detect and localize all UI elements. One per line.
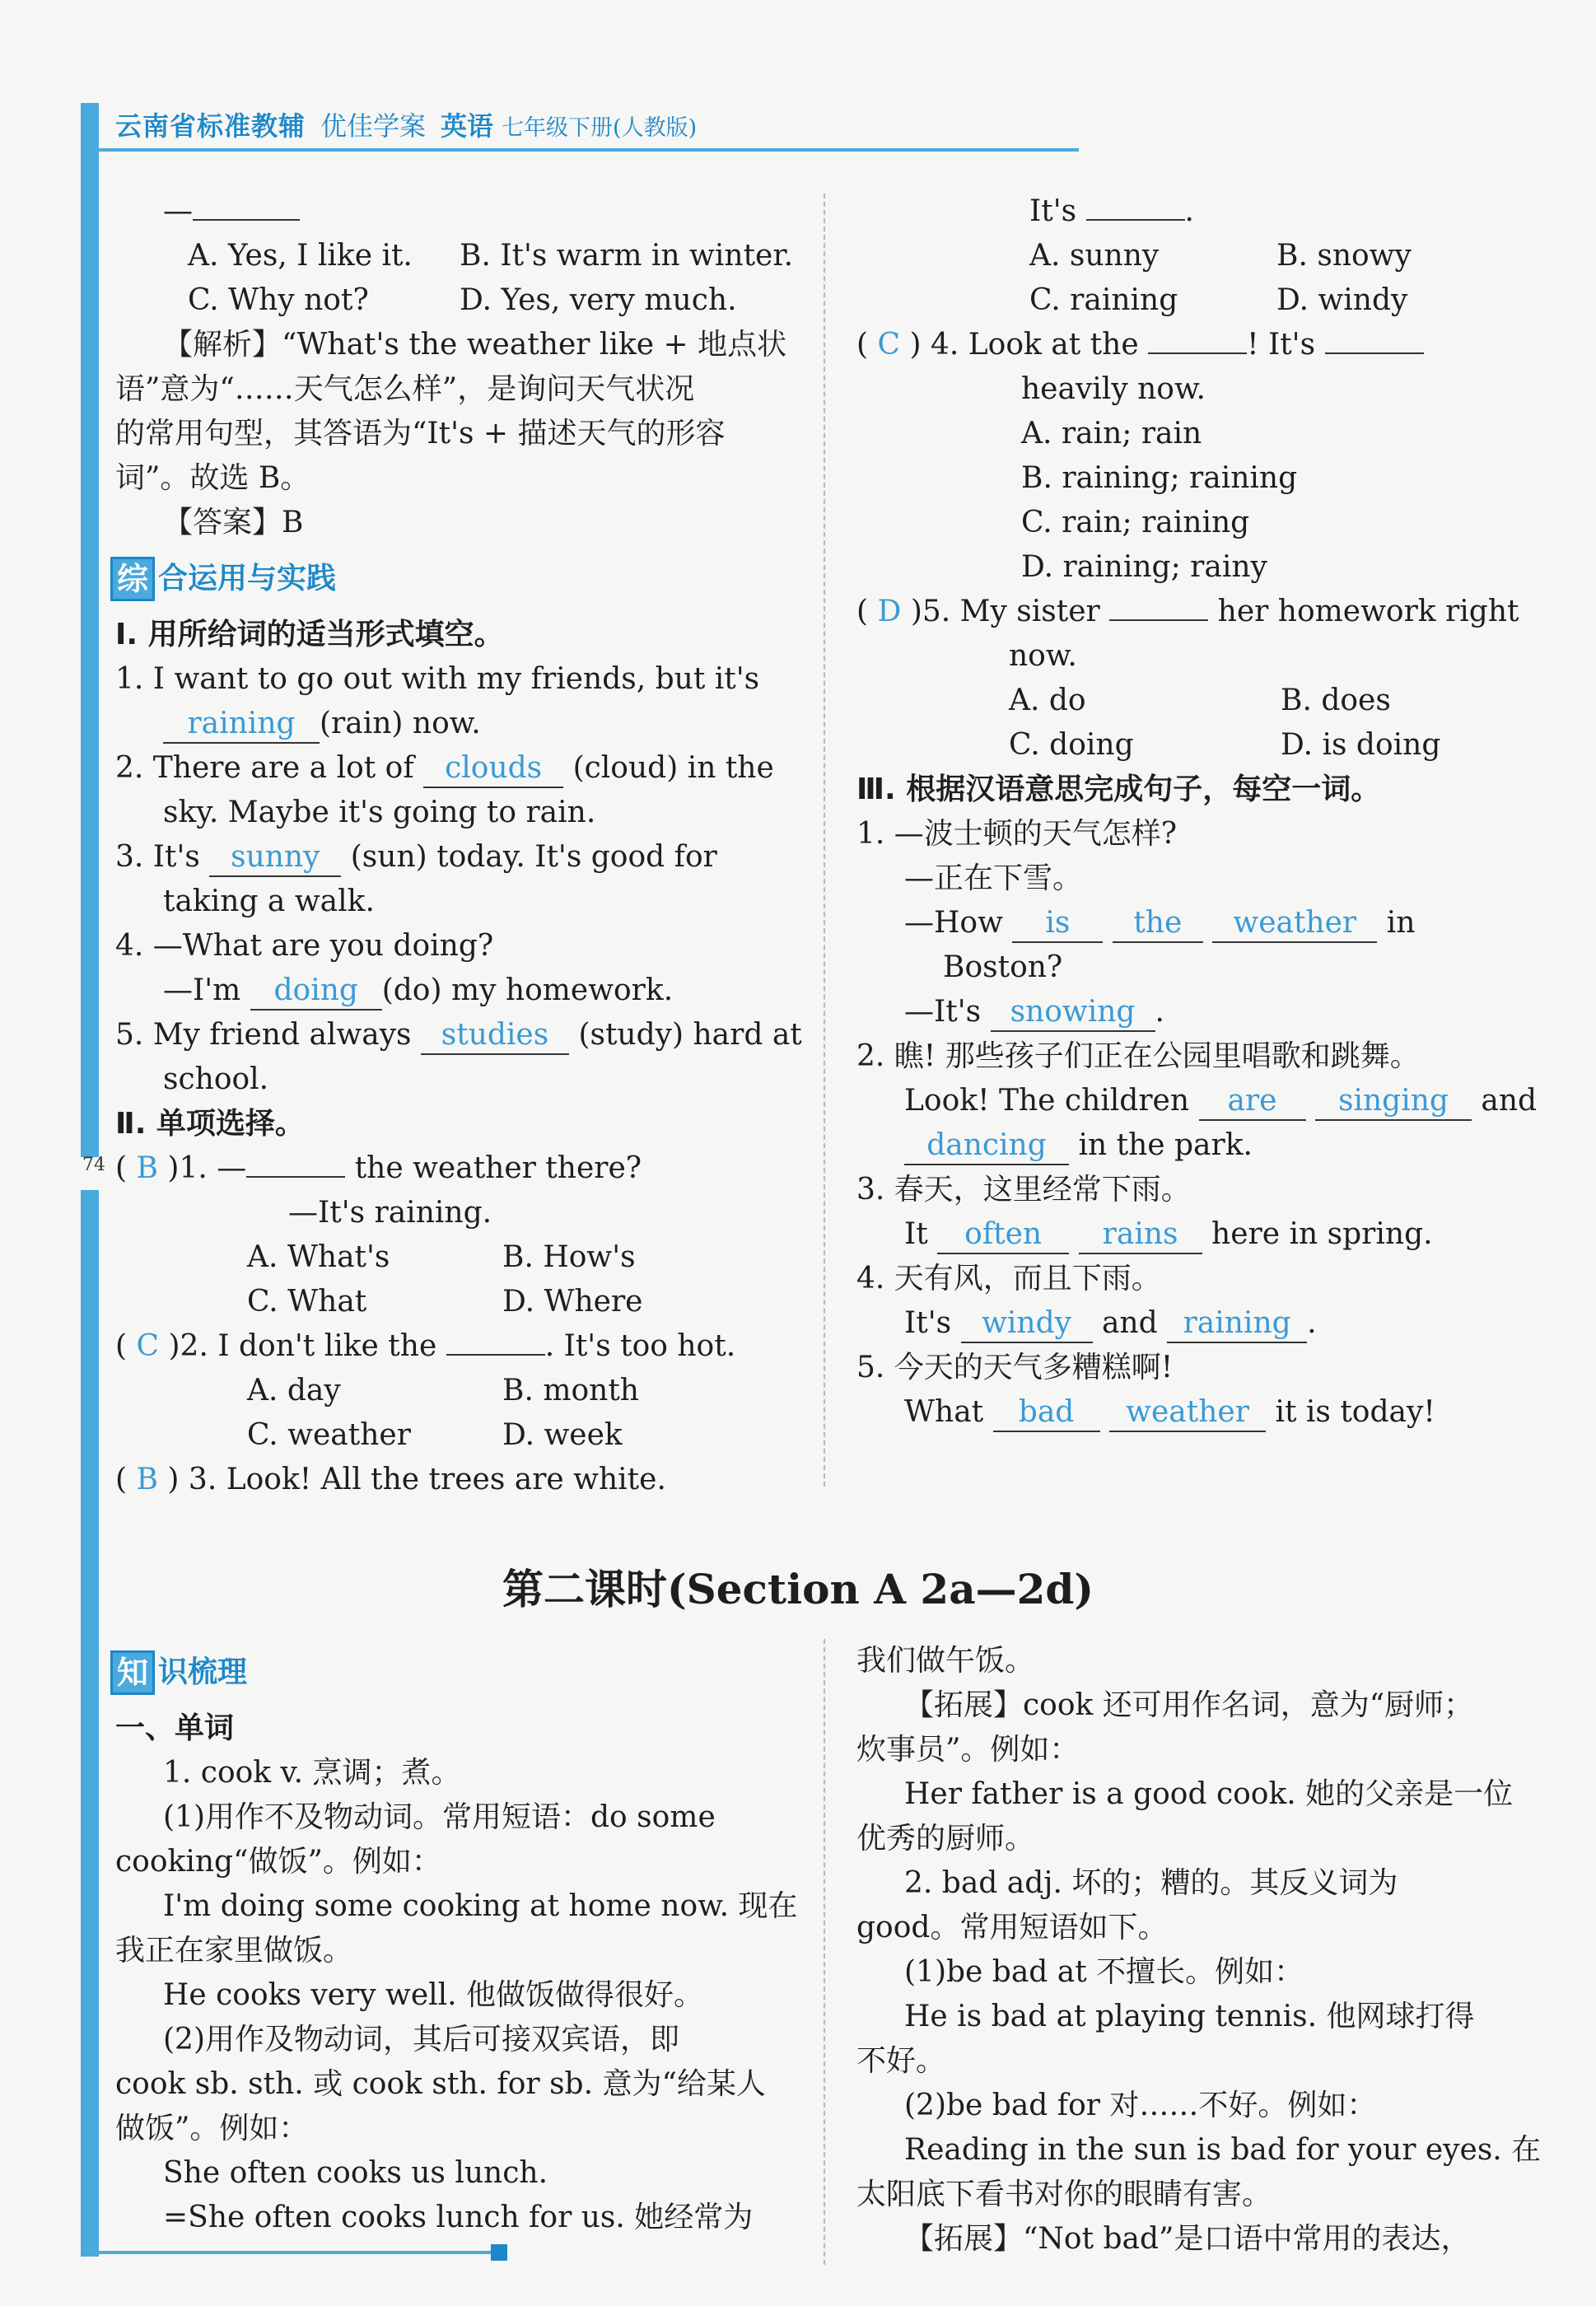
mc-answer: B	[136, 1151, 158, 1185]
note-line: 太阳底下看书对你的眼睛有害。	[856, 2178, 1272, 2211]
translate-3-en: It often rains here in spring.	[856, 1212, 1532, 1257]
analysis-line: 词”。故选 B。	[115, 461, 310, 495]
answer-blank: sunny	[209, 839, 341, 877]
note-line: 做饭”。例如：	[115, 2112, 309, 2145]
answer-line: 【答案】B	[163, 506, 304, 539]
answer-blank: weather	[1212, 905, 1377, 943]
fill-question-5-cont: school.	[163, 1062, 269, 1096]
analysis-line: 的常用句型，其答语为“It's + 描述天气的形容	[115, 417, 726, 450]
part3-title: Ⅲ. 根据汉语意思完成句子，每空一词。	[856, 773, 1381, 806]
header-rule	[99, 148, 1079, 152]
mc-question-2: ( C )2. I don't like the . It's too hot.	[115, 1329, 736, 1363]
answer-blank: are	[1199, 1083, 1306, 1121]
mc-options-ab: A. day B. month	[247, 1374, 639, 1407]
translate-5-cn: 5. 今天的天气多糟糕啊!	[856, 1351, 1174, 1384]
note-line: I'm doing some cooking at home now. 现在	[163, 1889, 798, 1923]
footer-rule	[81, 2251, 501, 2254]
answer-blank: often	[937, 1216, 1069, 1254]
mc-question-1-cont: —It's raining.	[288, 1196, 492, 1230]
translate-4-en: It's windy and raining .	[856, 1301, 1532, 1346]
translate-1-cn2: —正在下雪。	[904, 861, 1083, 895]
translate-3-cn: 3. 春天，这里经常下雨。	[856, 1173, 1191, 1207]
mc-option-d: D. raining; rainy	[1021, 550, 1267, 584]
mc-answer: D	[877, 595, 902, 628]
right-column-top	[856, 189, 1538, 1435]
note-line: Reading in the sun is bad for your eyes. 在	[904, 2133, 1542, 2167]
mc-question-1: ( B )1. — the weather there?	[115, 1151, 642, 1185]
right-column-bottom	[856, 1639, 1542, 2262]
footer-square-marker	[491, 2244, 507, 2261]
fill-question-3: 3. It's sunny (sun) today. It's good for	[115, 835, 791, 880]
mc-question-5-cont: now.	[1009, 639, 1077, 673]
note-line: good。常用短语如下。	[856, 1911, 1168, 1944]
answer-blank: studies	[421, 1017, 569, 1055]
analysis-line: 语”意为“……天气怎么样”，是询问天气状况	[115, 372, 695, 406]
column-divider-bottom	[824, 1639, 825, 2265]
answer-blank: the	[1113, 905, 1203, 943]
header-brand: 云南省标准教辅	[115, 110, 306, 142]
section-heading-badge: 知	[110, 1650, 155, 1695]
analysis-line: 【解析】“What's the weather like + 地点状	[163, 328, 787, 362]
note-line: 【拓展】“Not bad”是口语中常用的表达，	[904, 2222, 1471, 2256]
mc-options-ab: A. What's B. How's	[247, 1240, 636, 1274]
left-column-bottom	[115, 1639, 798, 2240]
prev-options-ab: A. Yes, I like it. B. It's warm in winter.	[188, 239, 794, 273]
answer-blank: weather	[1109, 1394, 1266, 1432]
mc-options-cd: C. raining D. windy	[1029, 283, 1408, 317]
lesson-title: 第二课时(Section A 2a—2d)	[502, 1565, 1094, 1613]
subsection-vocabulary: 一、单词	[115, 1711, 235, 1745]
column-divider-top	[824, 194, 825, 1487]
note-line: He is bad at playing tennis. 他网球打得	[904, 2000, 1475, 2033]
answer-blank: rains	[1079, 1216, 1202, 1254]
part2-title: Ⅱ. 单项选择。	[115, 1107, 305, 1141]
note-line: =She often cooks lunch for us. 她经常为	[163, 2201, 754, 2234]
prev-options-cd: C. Why not? D. Yes, very much.	[188, 283, 737, 317]
note-line: He cooks very well. 他做饭做得很好。	[163, 1978, 704, 2012]
note-line: (1)be bad at 不擅长。例如：	[904, 1955, 1304, 1989]
translate-2-en-cont: dancing in the park.	[856, 1123, 1532, 1168]
note-line: 炊事员”。例如：	[856, 1733, 1080, 1767]
mc-options-ab: A. do B. does	[1009, 684, 1391, 717]
translate-5-en: What bad weather it is today!	[856, 1390, 1532, 1435]
note-line: 1. cook v. 烹调；煮。	[163, 1756, 461, 1790]
mc-option-a: A. rain; rain	[1021, 417, 1202, 450]
mc-answer: C	[877, 328, 901, 362]
mc-options-cd: C. What D. Where	[247, 1285, 643, 1319]
mc-question-5: ( D )5. My sister her homework right	[856, 595, 1519, 628]
mc-answer: C	[136, 1329, 160, 1363]
fill-question-2-cont: sky. Maybe it's going to rain.	[163, 796, 596, 829]
fill-question-2: 2. There are a lot of clouds (cloud) in the	[115, 746, 791, 791]
translate-1-en: —How is the weather in	[856, 901, 1532, 945]
section-heading-knowledge	[110, 1644, 791, 1701]
note-line: 【拓展】cook 还可用作名词，意为“厨师；	[904, 1688, 1474, 1722]
mc-option-c: C. rain; raining	[1021, 506, 1250, 539]
mc-question-4-cont: heavily now.	[1021, 372, 1206, 406]
section-heading-text: 合运用与实践	[158, 562, 337, 595]
answer-blank: raining	[163, 706, 320, 744]
header-series: 优佳学案	[320, 110, 427, 142]
left-column-top	[115, 189, 802, 1502]
translate-1-cn: 1. —波士顿的天气怎样?	[856, 817, 1178, 851]
section-heading-practice	[110, 550, 791, 608]
header-grade: 七年级下册(人教版)	[502, 115, 698, 141]
fill-question-1-cont: raining (rain) now.	[115, 702, 791, 746]
note-line: She often cooks us lunch.	[163, 2156, 548, 2190]
mc-option-b: B. raining; raining	[1021, 461, 1298, 495]
mc-question-3: ( B ) 3. Look! All the trees are white.	[115, 1463, 666, 1496]
note-line: cook sb. sth. 或 cook sth. for sb. 意为“给某人	[115, 2067, 766, 2101]
answer-blank: raining	[1167, 1305, 1307, 1343]
section-heading-text: 识梳理	[158, 1655, 248, 1689]
note-line: (2)用作及物动词，其后可接双宾语，即	[163, 2023, 679, 2056]
running-header	[115, 105, 697, 143]
mc-options-ab: A. sunny B. snowy	[1029, 239, 1412, 273]
prev-question-blank-line: —	[115, 189, 791, 234]
note-line: 2. bad adj. 坏的；糟的。其反义词为	[904, 1866, 1398, 1900]
header-subject: 英语	[441, 110, 494, 142]
answer-blank: dancing	[904, 1127, 1069, 1165]
note-line: 不好。	[856, 2044, 946, 2078]
part1-title: Ⅰ. 用所给词的适当形式填空。	[115, 618, 504, 651]
answer-blank: bad	[993, 1394, 1100, 1432]
answer-blank: is	[1012, 905, 1103, 943]
fill-question-4: 4. —What are you doing?	[115, 929, 494, 963]
answer-blank: doing	[250, 973, 382, 1011]
mc-question-3-cont: It's .	[1029, 194, 1194, 228]
answer-blank: singing	[1315, 1083, 1472, 1121]
mc-answer: B	[136, 1463, 158, 1496]
note-line: cooking“做饭”。例如：	[115, 1845, 441, 1879]
answer-blank: snowing	[991, 994, 1155, 1032]
fill-question-3-cont: taking a walk.	[163, 885, 375, 918]
fill-question-4-cont: —I'm doing (do) my homework.	[115, 969, 791, 1013]
answer-blank: clouds	[423, 750, 563, 788]
translate-2-en: Look! The children are singing and	[856, 1079, 1532, 1123]
translate-1-en-cont: Boston?	[943, 950, 1063, 984]
fill-question-1: 1. I want to go out with my friends, but it's	[115, 662, 760, 696]
translate-1-en-answer: —It's snowing .	[856, 990, 1532, 1034]
note-line: (2)be bad for 对……不好。例如：	[904, 2089, 1377, 2122]
page-number: 74	[82, 1155, 105, 1175]
note-line: 优秀的厨师。	[856, 1822, 1035, 1856]
note-line: Her father is a good cook. 她的父亲是一位	[904, 1777, 1514, 1811]
mc-options-cd: C. weather D. week	[247, 1418, 623, 1452]
note-line: 我们做午饭。	[856, 1644, 1035, 1678]
translate-2-cn: 2. 瞧! 那些孩子们正在公园里唱歌和跳舞。	[856, 1039, 1420, 1073]
mc-options-cd: C. doing D. is doing	[1009, 728, 1441, 762]
note-line: (1)用作不及物动词。常用短语：do some	[163, 1800, 716, 1834]
translate-4-cn: 4. 天有风，而且下雨。	[856, 1262, 1161, 1295]
answer-blank: windy	[961, 1305, 1093, 1343]
fill-question-5: 5. My friend always studies (study) hard at	[115, 1013, 791, 1057]
mc-question-4: ( C ) 4. Look at the ! It's	[856, 323, 1532, 367]
section-heading-badge: 综	[110, 557, 155, 601]
note-line: 我正在家里做饭。	[115, 1934, 353, 1968]
